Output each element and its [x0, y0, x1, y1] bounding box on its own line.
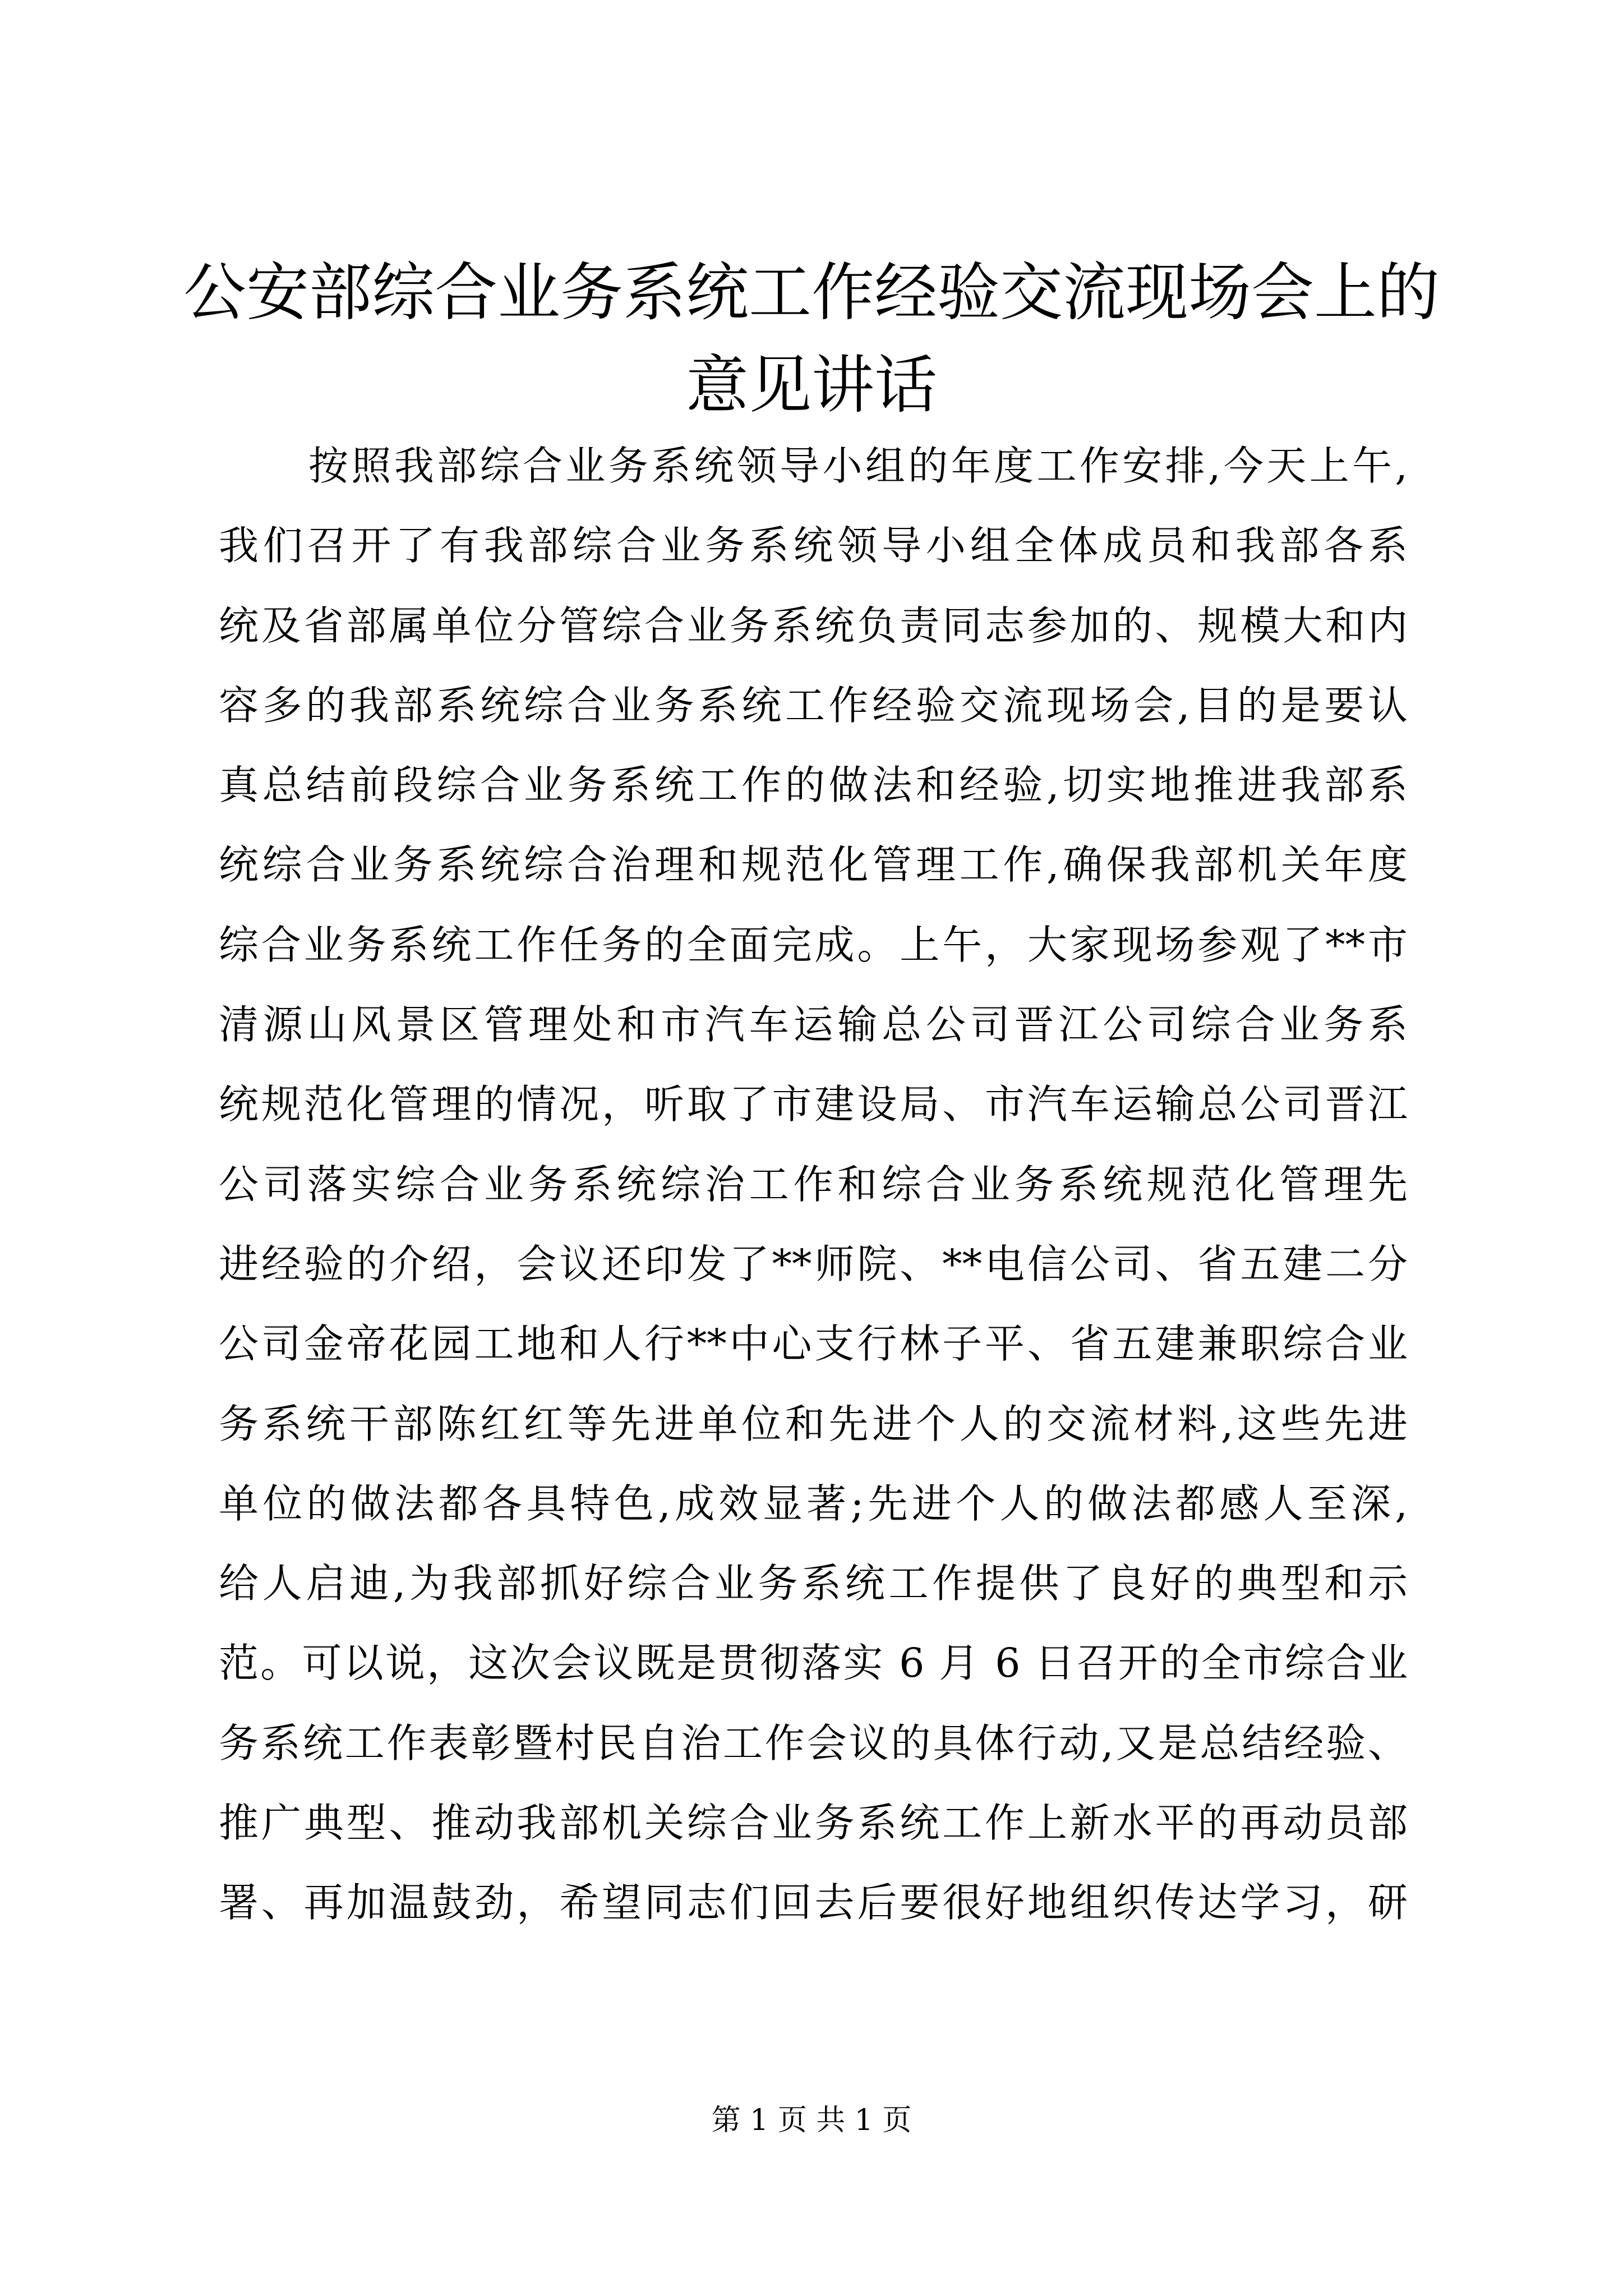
paragraph-line: 给人启迪,为我部抓好综合业务系统工作提供了良好的典型和示 [219, 1560, 1408, 1607]
title-line-2: 意见讲话 [686, 349, 937, 422]
paragraph-line: 清源山风景区管理处和市汽车运输总公司晋江公司综合业务系 [219, 1001, 1408, 1048]
paragraph-line: 范。可以说，这次会议既是贯彻落实 6 月 6 日召开的全市综合业 [219, 1640, 1408, 1687]
paragraph-line: 我们召开了有我部综合业务系统领导小组全体成员和我部各系 [219, 522, 1408, 569]
paragraph-line: 按照我部综合业务系统领导小组的年度工作安排,今天上午, [308, 443, 1408, 489]
page-footer: 第 1 页 共 1 页 [711, 2104, 912, 2137]
document-body [219, 426, 1408, 1943]
paragraph-line: 单位的做法都各具特色,成效显著;先进个人的做法都感人至深, [219, 1480, 1408, 1527]
paragraph-line: 综合业务系统工作任务的全面完成。上午，大家现场参观了**市 [219, 921, 1408, 968]
paragraph-line: 务系统工作表彰暨村民自治工作会议的具体行动,又是总结经验、 [219, 1719, 1408, 1766]
paragraph-line: 容多的我部系统综合业务系统工作经验交流现场会,目的是要认 [219, 682, 1408, 729]
title-line-1: 公安部综合业务系统工作经验交流现场会上的 [183, 256, 1440, 329]
document-title [168, 247, 1455, 432]
paragraph-line: 进经验的介绍，会议还印发了**师院、**电信公司、省五建二分 [219, 1240, 1408, 1287]
paragraph-line: 推广典型、推动我部机关综合业务系统工作上新水平的再动员部 [219, 1800, 1408, 1847]
paragraph-line: 公司落实综合业务系统综治工作和综合业务系统规范化管理先 [219, 1161, 1408, 1208]
paragraph-line: 统规范化管理的情况，听取了市建设局、市汽车运输总公司晋江 [219, 1081, 1408, 1128]
paragraph-line: 署、再加温鼓劲，希望同志们回去后要很好地组织传达学习，研 [219, 1879, 1408, 1926]
paragraph-line: 统及省部属单位分管综合业务系统负责同志参加的、规模大和内 [219, 602, 1408, 649]
paragraph-line: 真总结前段综合业务系统工作的做法和经验,切实地推进我部系 [219, 762, 1408, 809]
paragraph-line: 统综合业务系统综合治理和规范化管理工作,确保我部机关年度 [219, 841, 1408, 889]
paragraph-line: 务系统干部陈红红等先进单位和先进个人的交流材料,这些先进 [219, 1400, 1408, 1447]
paragraph-line: 公司金帝花园工地和人行**中心支行林子平、省五建兼职综合业 [219, 1320, 1408, 1368]
